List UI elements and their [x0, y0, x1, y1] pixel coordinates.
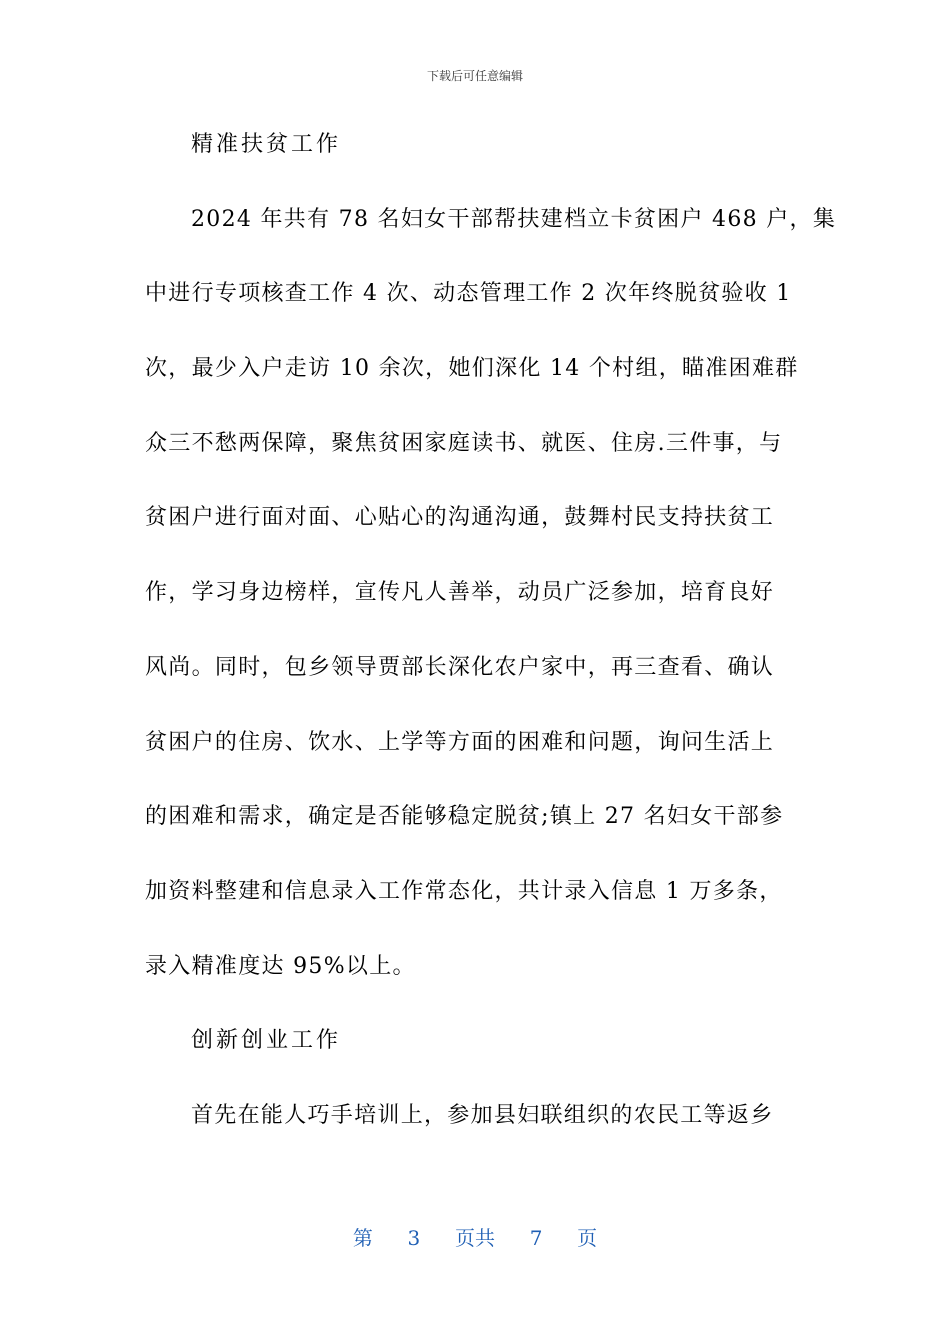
paragraph-line: 中进行专项核查工作 4 次、动态管理工作 2 次年终脱贫验收 1: [145, 281, 792, 307]
footer-page-number: 3: [407, 1226, 421, 1250]
paragraph-line: 风尚。同时，包乡领导贾部长深化农户家中，再三查看、确认: [145, 654, 775, 680]
footer-label-di: 第: [352, 1226, 373, 1250]
document-body: [145, 108, 837, 1154]
page-footer: [0, 1224, 950, 1252]
page-header-note: 下载后可任意编辑: [426, 69, 523, 83]
footer-total-pages: 7: [529, 1226, 543, 1250]
paragraph-line: 录入精准度达 95%以上。: [145, 953, 416, 979]
paragraph-line: 首先在能人巧手培训上，参加县妇联组织的农民工等返乡: [191, 1102, 774, 1128]
paragraph-line: 次，最少入户走访 10 余次，她们深化 14 个村组，瞄准困难群: [145, 356, 799, 382]
paragraph-line: 作，学习身边榜样，宣传凡人善举，动员广泛参加，培育良好: [145, 580, 775, 606]
paragraph-line: 2024 年共有 78 名妇女干部帮扶建档立卡贫困户 468 户，集: [191, 206, 837, 232]
paragraph-line: 加资料整建和信息录入工作常态化，共计录入信息 1 万多条，: [145, 878, 783, 904]
section-heading: 创新创业工作: [191, 1028, 342, 1054]
section-heading: 精准扶贫工作: [191, 132, 342, 157]
paragraph-line: 众三不愁两保障，聚焦贫困家庭读书、就医、住房.三件事，与: [145, 430, 783, 456]
paragraph-line: 贫困户进行面对面、心贴心的沟通沟通，鼓舞村民支持扶贫工: [145, 505, 775, 531]
paragraph-line: 贫困户的住房、饮水、上学等方面的困难和问题，询问生活上: [145, 729, 775, 755]
footer-label-yegong: 页共: [455, 1226, 495, 1250]
footer-label-ye: 页: [577, 1226, 598, 1250]
paragraph-line: 的困难和需求，确定是否能够稳定脱贫;镇上 27 名妇女干部参: [145, 804, 784, 830]
